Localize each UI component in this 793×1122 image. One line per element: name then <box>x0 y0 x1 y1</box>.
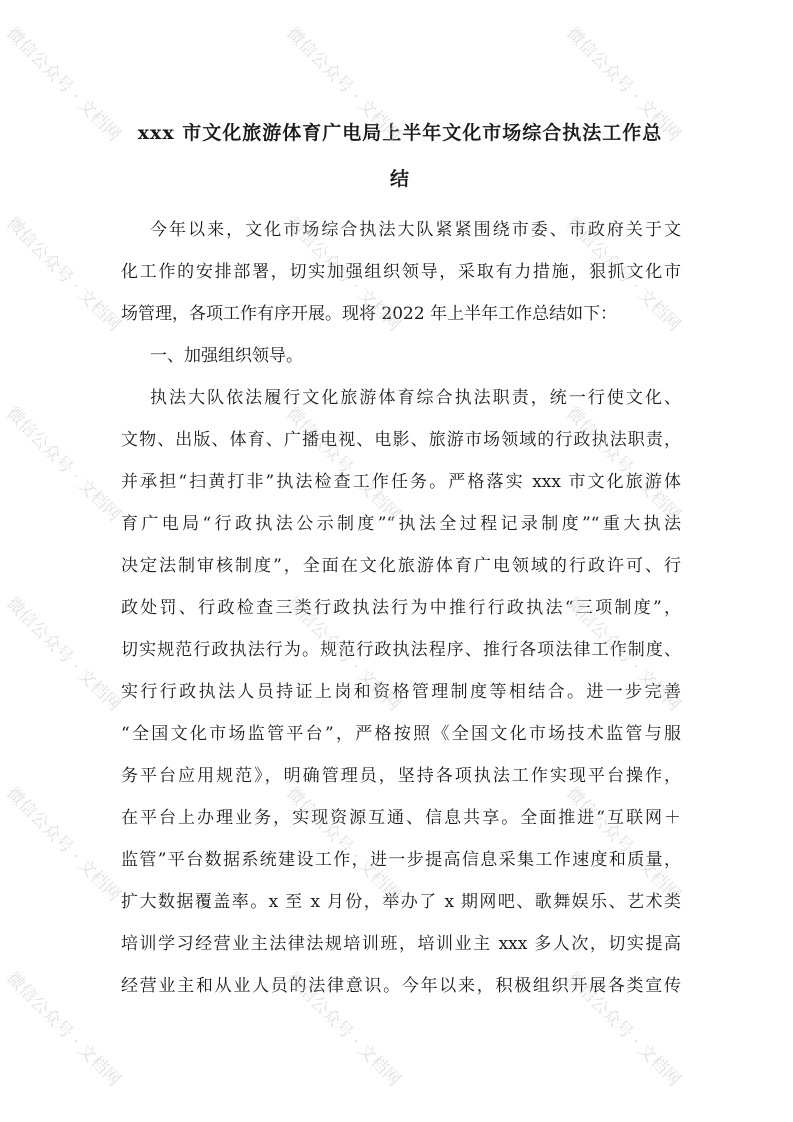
paragraph-line: 育广电局“行政执法公示制度”“执法全过程记录制度”“重大执法 <box>121 514 681 534</box>
document-title-line-1: xxx 市文化旅游体育广电局上半年文化市场综合执法工作总 <box>137 122 663 144</box>
watermark: 微信公众号 · 文档网 <box>562 783 685 906</box>
paragraph-line: 执法大队依法履行文化旅游体育综合执法职责，统一行使文化、 <box>150 388 681 408</box>
paragraph-line: “全国文化市场监管平台”，严格按照《全国文化市场技术监管与服 <box>121 724 681 744</box>
watermark: 微信公众号 · 文档网 <box>562 23 685 146</box>
paragraph-line: 政处罚、行政检查三类行政执法行为中推行行政执法“三项制度”， <box>121 598 681 618</box>
watermark: 微信公众号 · 文档网 <box>282 23 405 146</box>
watermark: 微信公众号 · 文档网 <box>282 593 405 716</box>
watermark: 微信公众号 · 文档网 <box>2 213 125 336</box>
watermark: 微信公众号 · 文档网 <box>282 783 405 906</box>
paragraph-line: 务平台应用规范》，明确管理员，坚持各项执法工作实现平台操作， <box>121 766 681 786</box>
paragraph-line: 文物、出版、体育、广播电视、电影、旅游市场领域的行政执法职责， <box>121 430 681 450</box>
watermark: 微信公众号 · 文档网 <box>562 403 685 526</box>
paragraph-line: 化工作的安排部署，切实加强组织领导，采取有力措施，狠抓文化市 <box>121 262 681 282</box>
paragraph-line: 经营业主和从业人员的法律意识。今年以来，积极组织开展各类宣传 <box>121 976 681 996</box>
watermark: 微信公众号 · 文档网 <box>562 968 685 1091</box>
watermark: 微信公众号 · 文档网 <box>2 593 125 716</box>
paragraph-line: 切实规范行政执法行为。规范行政执法程序、推行各项法律工作制度、 <box>121 640 681 660</box>
watermark: 微信公众号 · 文档网 <box>2 783 125 906</box>
paragraph-line: 实行行政执法人员持证上岗和资格管理制度等相结合。进一步完善 <box>121 682 681 702</box>
paragraph-line: 在平台上办理业务，实现资源互通、信息共享。全面推进“互联网＋ <box>121 808 681 828</box>
paragraph-line: 扩大数据覆盖率。x 至 x 月份，举办了 x 期网吧、歌舞娱乐、艺术类 <box>121 892 681 912</box>
watermark: 微信公众号 · 文档网 <box>282 968 405 1091</box>
document-title-line-2: 结 <box>389 168 410 190</box>
watermark: 微信公众号 · 文档网 <box>282 403 405 526</box>
watermark: 微信公众号 · 文档网 <box>562 593 685 716</box>
paragraph-line: 今年以来，文化市场综合执法大队紧紧围绕市委、市政府关于文 <box>150 220 681 240</box>
paragraph-line: 决定法制审核制度”，全面在文化旅游体育广电领域的行政许可、行 <box>121 556 681 576</box>
watermark: 微信公众号 · 文档网 <box>562 213 685 336</box>
watermark: 微信公众号 · 文档网 <box>2 968 125 1091</box>
watermark: 微信公众号 · 文档网 <box>282 213 405 336</box>
paragraph-line: 场管理，各项工作有序开展。现将 2022 年上半年工作总结如下： <box>121 304 618 324</box>
watermark: 微信公众号 · 文档网 <box>2 403 125 526</box>
paragraph-line: 监管”平台数据系统建设工作，进一步提高信息采集工作速度和质量， <box>121 850 681 870</box>
paragraph-line: 并承担“扫黄打非”执法检查工作任务。严格落实 xxx 市文化旅游体 <box>121 472 681 492</box>
section-heading: 一、加强组织领导。 <box>150 346 303 366</box>
watermark: 微信公众号 · 文档网 <box>2 23 125 146</box>
paragraph-line: 培训学习经营业主法律法规培训班，培训业主 xxx 多人次，切实提高 <box>121 934 681 954</box>
